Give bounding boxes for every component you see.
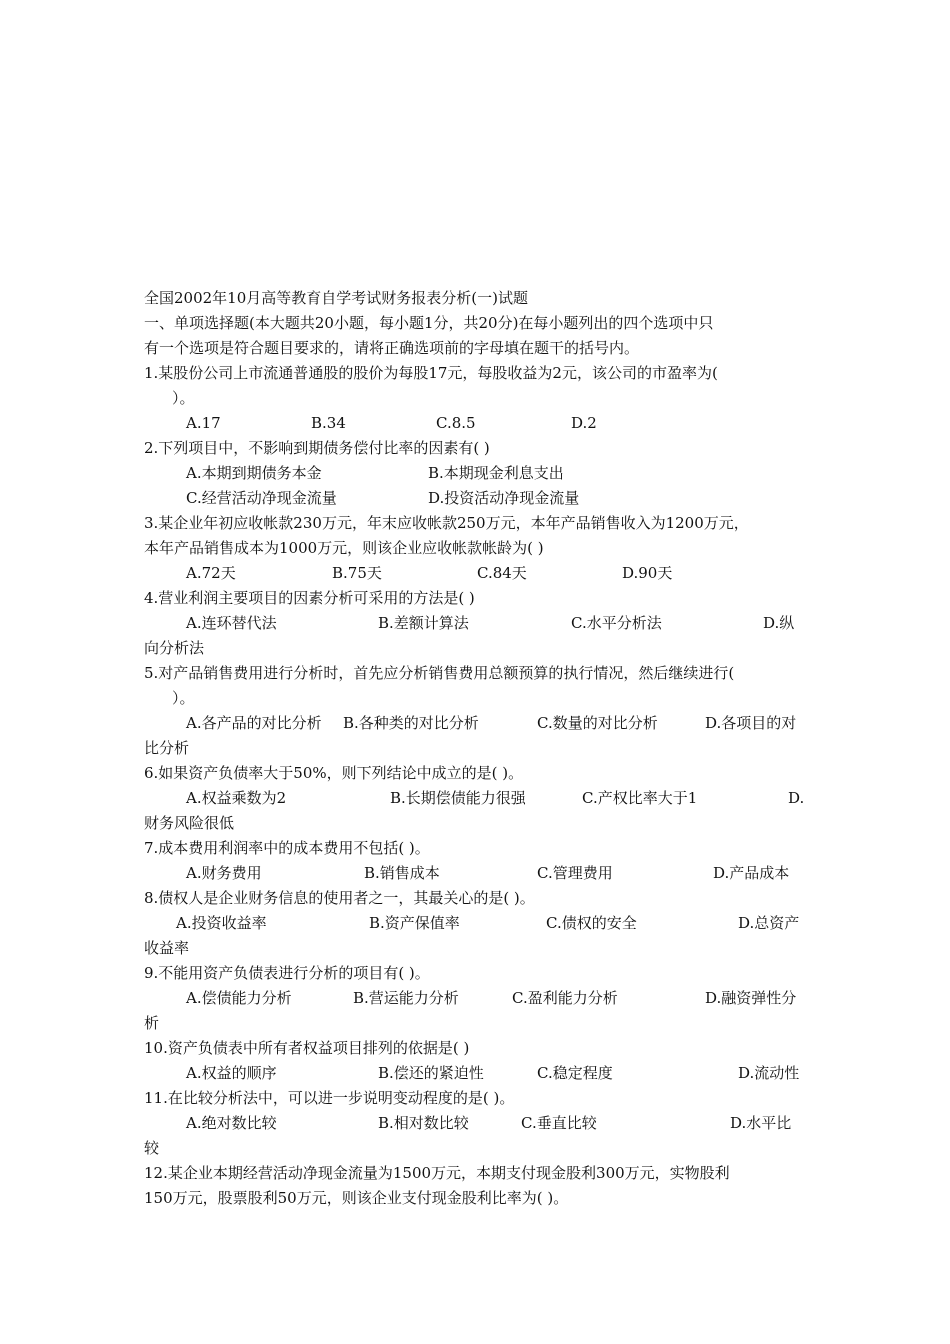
question-1-option-a: A.17 [186,414,221,432]
question-1-stem: 1.某股份公司上市流通普通股的股价为每股17元，每股收益为2元，该公司的市盈率为( [144,364,718,382]
question-11-option-d: D.水平比 [730,1114,792,1132]
question-2-option-a: A.本期到期债务本金 [186,464,322,482]
question-8-option-a: A.投资收益率 [176,914,267,932]
question-10-option-a: A.权益的顺序 [186,1064,277,1082]
question-3-option-b: B.75天 [332,564,382,582]
question-5-stem: 5.对产品销售费用进行分析时，首先应分析销售费用总额预算的执行情况，然后继续进行( [144,664,735,682]
question-8-option-b: B.资产保值率 [369,914,460,932]
question-2-stem: 2.下列项目中，不影响到期债务偿付比率的因素有( ) [144,439,490,457]
question-11-option-c: C.垂直比较 [521,1114,597,1132]
question-7-stem: 7.成本费用利润率中的成本费用不包括( )。 [144,839,430,857]
question-6-option-d: D. [788,789,805,807]
question-9-stem: 9.不能用资产负债表进行分析的项目有( )。 [144,964,430,982]
question-11-option-a: A.绝对数比较 [186,1114,277,1132]
question-2-option-d: D.投资活动净现金流量 [428,489,580,507]
question-1-option-b: B.34 [311,414,346,432]
question-12-stem-cont: 150万元，股票股利50万元，则该企业支付现金股利比率为( )。 [144,1189,569,1207]
section-heading: 一、单项选择题(本大题共20小题，每小题1分，共20分)在每小题列出的四个选项中只 [144,314,714,332]
question-6-option-b: B.长期偿债能力很强 [390,789,526,807]
question-6-option-c: C.产权比率大于1 [582,789,698,807]
question-6-option-d-cont: 财务风险很低 [144,814,235,832]
question-7-option-a: A.财务费用 [186,864,262,882]
question-10-option-d: D.流动性 [738,1064,800,1082]
exam-title: 全国2002年10月高等教育自学考试财务报表分析(一)试题 [144,289,528,307]
question-12-stem: 12.某企业本期经营活动净现金流量为1500万元，本期支付现金股利300万元，实物股利 [144,1164,730,1182]
question-7-option-b: B.销售成本 [364,864,440,882]
question-2-option-c: C.经营活动净现金流量 [186,489,337,507]
question-8-option-d: D.总资产 [738,914,800,932]
question-10-stem: 10.资产负债表中所有者权益项目排列的依据是( ) [144,1039,470,1057]
question-1-stem-cont: ）。 [172,389,195,407]
question-3-option-d: D.90天 [622,564,673,582]
question-4-option-d: D.纵 [763,614,795,632]
question-5-option-b: B.各种类的对比分析 [343,714,479,732]
question-9-option-c: C.盈利能力分析 [512,989,618,1007]
section-heading-cont: 有一个选项是符合题目要求的，请将正确选项前的字母填在题干的括号内。 [144,339,640,357]
question-3-option-c: C.84天 [477,564,527,582]
question-4-option-b: B.差额计算法 [378,614,469,632]
question-7-option-d: D.产品成本 [713,864,790,882]
question-7-option-c: C.管理费用 [537,864,613,882]
question-9-option-d: D.融资弹性分 [705,989,797,1007]
question-6-option-a: A.权益乘数为2 [186,789,287,807]
question-8-option-d-cont: 收益率 [144,939,190,957]
question-3-stem-cont: 本年产品销售成本为1000万元，则该企业应收帐款帐龄为( ) [144,539,544,557]
question-11-option-d-cont: 较 [144,1139,160,1157]
question-1-option-d: D.2 [571,414,597,432]
question-8-option-c: C.债权的安全 [546,914,637,932]
question-9-option-d-cont: 析 [144,1014,160,1032]
question-11-option-b: B.相对数比较 [378,1114,469,1132]
question-4-stem: 4.营业利润主要项目的因素分析可采用的方法是( ) [144,589,475,607]
question-6-stem: 6.如果资产负债率大于50%，则下列结论中成立的是( )。 [144,764,524,782]
question-10-option-b: B.偿还的紧迫性 [378,1064,484,1082]
question-5-option-d-cont: 比分析 [144,739,190,757]
question-5-option-d: D.各项目的对 [705,714,797,732]
question-8-stem: 8.债权人是企业财务信息的使用者之一，其最关心的是( )。 [144,889,535,907]
question-3-stem: 3.某企业年初应收帐款230万元，年末应收帐款250万元，本年产品销售收入为1200万元， [144,514,749,532]
question-10-option-c: C.稳定程度 [537,1064,613,1082]
question-4-option-a: A.连环替代法 [186,614,277,632]
question-9-option-b: B.营运能力分析 [353,989,459,1007]
question-5-option-c: C.数量的对比分析 [537,714,658,732]
question-5-stem-cont: ）。 [172,689,195,707]
question-2-option-b: B.本期现金利息支出 [428,464,564,482]
question-4-option-c: C.水平分析法 [571,614,662,632]
question-11-stem: 11.在比较分析法中，可以进一步说明变动程度的是( )。 [144,1089,515,1107]
question-1-option-c: C.8.5 [436,414,476,432]
question-9-option-a: A.偿债能力分析 [186,989,292,1007]
question-4-option-d-cont: 向分析法 [144,639,205,657]
question-5-option-a: A.各产品的对比分析 [186,714,322,732]
question-3-option-a: A.72天 [186,564,236,582]
